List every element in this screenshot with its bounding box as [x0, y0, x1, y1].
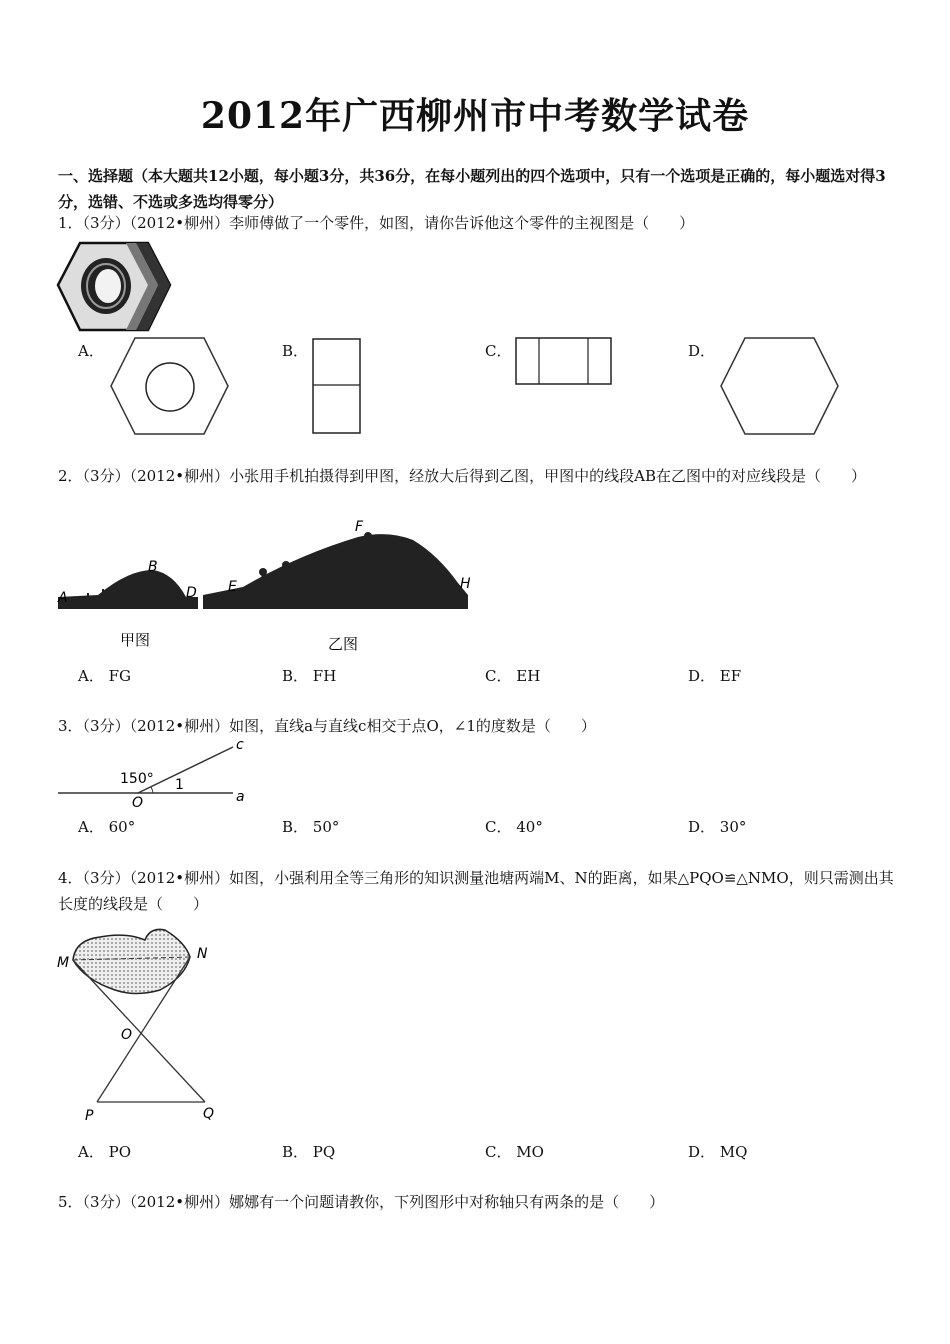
- q4-pond-figure: [55, 922, 225, 1127]
- q4-option-c[interactable]: C． MO: [485, 1143, 544, 1161]
- q1-nut-figure: [58, 240, 173, 335]
- q3-option-a[interactable]: A． 60°: [78, 818, 136, 836]
- q1-option-a-figure: [110, 337, 230, 437]
- q2-label-a: A: [58, 590, 68, 606]
- q4-label-o: O: [121, 1027, 133, 1043]
- q3-label-150: 150°: [120, 771, 154, 787]
- q2-option-a[interactable]: A． FG: [78, 667, 131, 685]
- q3-label-a: a: [236, 789, 245, 805]
- q4-label-n: N: [197, 946, 208, 962]
- q2-label-f: F: [355, 519, 364, 535]
- q1-option-c[interactable]: C．: [485, 342, 512, 360]
- q3-label-1: 1: [175, 777, 184, 793]
- q4-label-q: Q: [203, 1106, 215, 1122]
- q2-option-c[interactable]: C． EH: [485, 667, 541, 685]
- q1-option-b[interactable]: B．: [282, 342, 309, 360]
- question-5-stem: 5．（3分）（2012•柳州）娜娜有一个问题请教你，下列图形中对称轴只有两条的是（ ）: [58, 1193, 665, 1211]
- q3-option-c[interactable]: C． 40°: [485, 818, 543, 836]
- q2-caption-yi: 乙图: [328, 635, 359, 653]
- q2-caption-jia: 甲图: [120, 631, 151, 649]
- q2-label-e: E: [228, 579, 237, 595]
- section-header: 一、选择题（本大题共12小题，每小题3分，共36分，在每小题列出的四个选项中，只有一个选项是正确的，每小题选对得3分，选错、不选或多选均得零分）: [58, 167, 886, 211]
- q1-option-a[interactable]: A．: [78, 342, 104, 360]
- q1-option-d[interactable]: D．: [688, 342, 716, 360]
- q2-label-h: H: [460, 576, 471, 592]
- question-1-stem: 1．（3分）（2012•柳州）李师傅做了一个零件，如图，请你告诉他这个零件的主视图是（ ）: [58, 214, 695, 232]
- q2-option-b[interactable]: B． FH: [282, 667, 337, 685]
- q4-label-p: P: [85, 1108, 94, 1124]
- q3-option-b[interactable]: B． 50°: [282, 818, 340, 836]
- q2-hill-figure: [58, 515, 478, 655]
- question-4-stem: 4．（3分）（2012•柳州）如图，小强利用全等三角形的知识测量池塘两端M、N的距离，如果△PQO≌△NMO，则只需测出其长度的线段是（ ）: [58, 869, 894, 913]
- q1-option-c-figure: [515, 337, 613, 387]
- q2-option-d[interactable]: D． EF: [688, 667, 742, 685]
- q3-label-c: c: [236, 737, 244, 753]
- page-title: 2012年广西柳州市中考数学试卷: [200, 95, 750, 137]
- q3-option-d[interactable]: D． 30°: [688, 818, 747, 836]
- q1-option-b-figure: [312, 338, 362, 435]
- q3-label-o: O: [132, 795, 144, 811]
- q2-label-d: D: [186, 585, 197, 601]
- q1-option-d-figure: [720, 337, 840, 437]
- q3-angle-figure: [58, 737, 258, 812]
- q4-option-a[interactable]: A． PO: [78, 1143, 131, 1161]
- question-2-stem: 2．（3分）（2012•柳州）小张用手机拍摄得到甲图，经放大后得到乙图，甲图中的线段AB在乙图中的对应线段是（ ）: [58, 467, 866, 485]
- question-3-stem: 3．（3分）（2012•柳州）如图，直线a与直线c相交于点O，∠1的度数是（ ）: [58, 717, 596, 735]
- q4-option-b[interactable]: B． PQ: [282, 1143, 336, 1161]
- q4-option-d[interactable]: D． MQ: [688, 1143, 748, 1161]
- q4-label-m: M: [57, 955, 70, 971]
- q2-label-b: B: [148, 559, 158, 575]
